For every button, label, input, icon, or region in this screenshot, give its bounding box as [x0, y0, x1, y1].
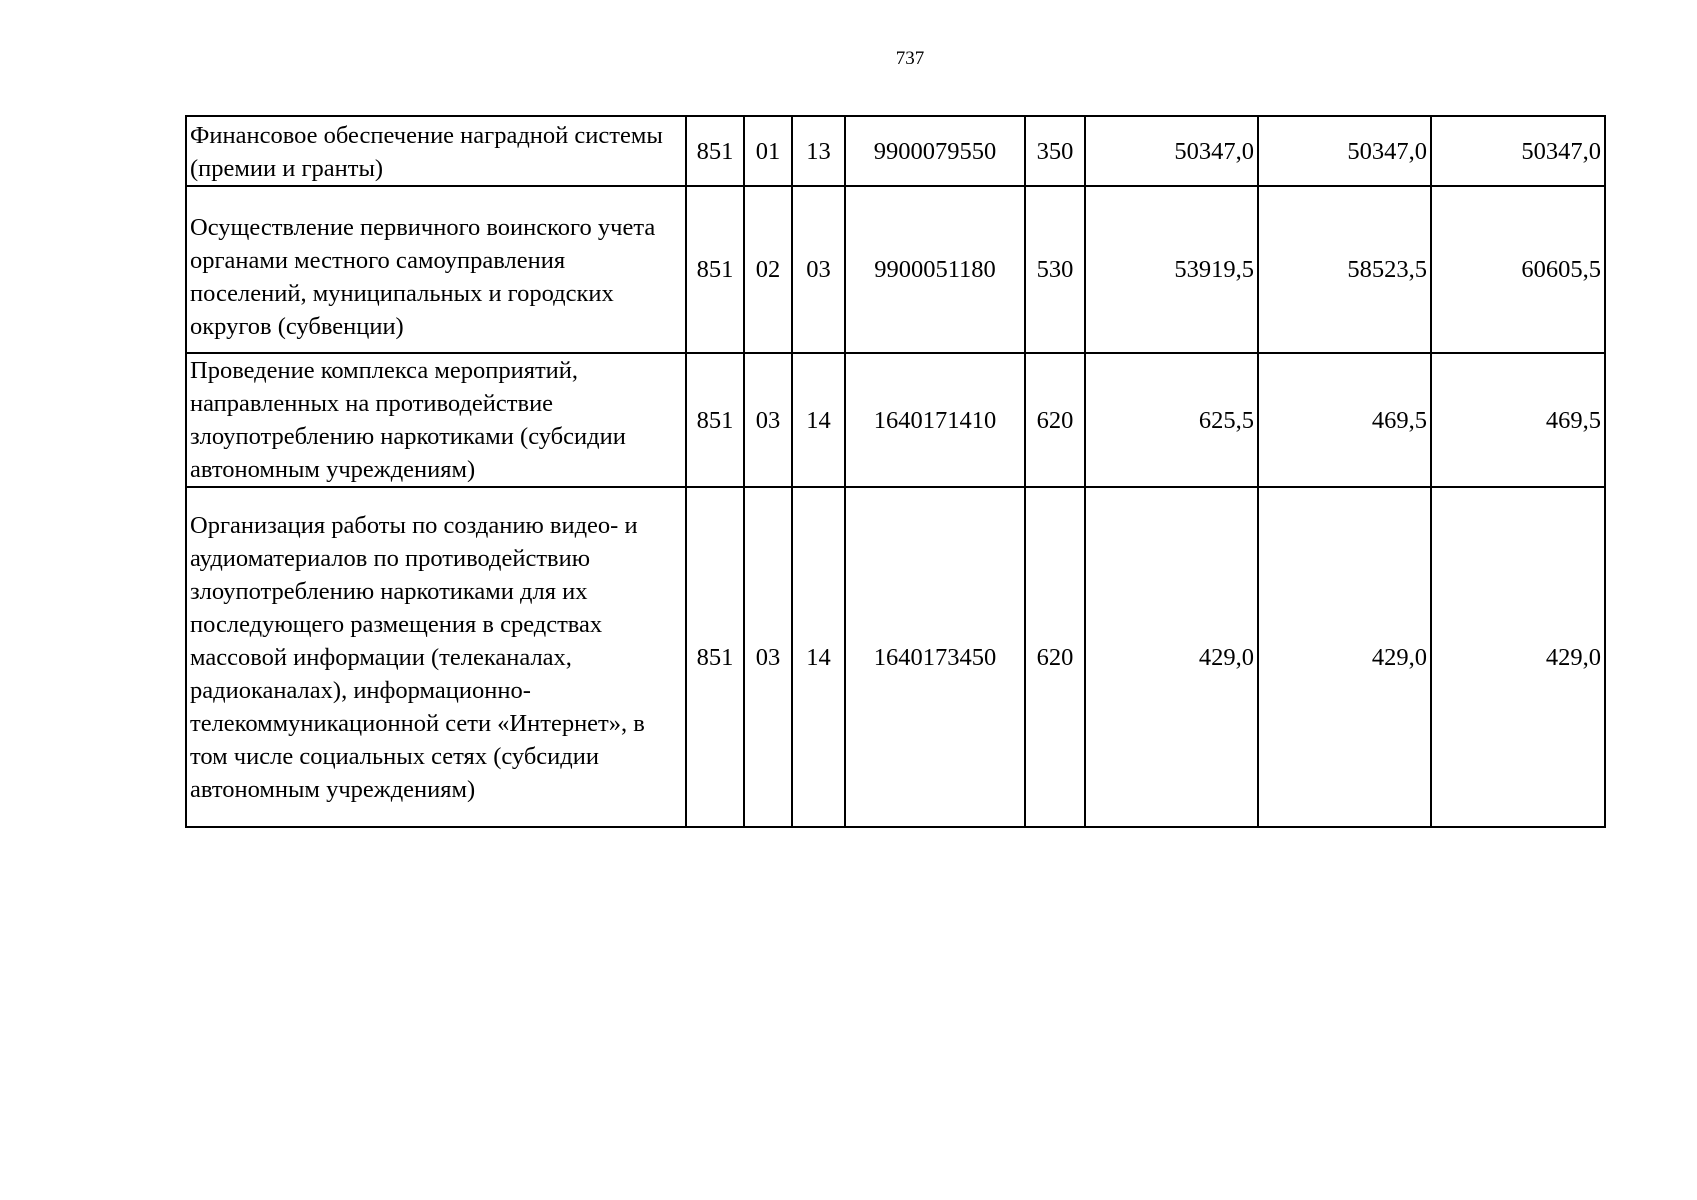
row-description: Финансовое обеспечение наградной системы (премии и гранты)	[186, 116, 686, 186]
amount-year-2: 469,5	[1258, 353, 1431, 487]
target-article-code: 9900051180	[845, 186, 1025, 353]
table-row	[186, 186, 1605, 353]
row-description: Осуществление первичного воинского учета органами местного самоуправления поселений, муниципальных и городских округов (субвенции)	[186, 186, 686, 353]
amount-year-2: 429,0	[1258, 487, 1431, 827]
page-number: 737	[895, 48, 925, 69]
amount-year-3: 50347,0	[1431, 116, 1605, 186]
target-article-code: 1640171410	[845, 353, 1025, 487]
grbs-code: 851	[686, 353, 744, 487]
row-description: Организация работы по созданию видео- и аудиоматериалов по противодействию злоупотреблению наркотиками для их последующего размещения в средствах массовой информации (телеканалах, радиоканалах), информационно-телекоммуникационной сети «Интернет», в том числе социальных сетях (субсидии автономным учреждениям)	[186, 487, 686, 827]
grbs-code: 851	[686, 186, 744, 353]
expense-type-code: 620	[1025, 487, 1085, 827]
amount-year-2: 58523,5	[1258, 186, 1431, 353]
amount-year-1: 625,5	[1085, 353, 1258, 487]
target-article-code: 1640173450	[845, 487, 1025, 827]
budget-table	[185, 115, 1606, 828]
expense-type-code: 530	[1025, 186, 1085, 353]
target-article-code: 9900079550	[845, 116, 1025, 186]
subsection-code: 14	[792, 487, 845, 827]
grbs-code: 851	[686, 487, 744, 827]
subsection-code: 03	[792, 186, 845, 353]
section-code: 01	[744, 116, 792, 186]
section-code: 03	[744, 487, 792, 827]
expense-type-code: 350	[1025, 116, 1085, 186]
row-description: Проведение комплекса мероприятий, направленных на противодействие злоупотреблению наркотиками (субсидии автономным учреждениям)	[186, 353, 686, 487]
amount-year-1: 53919,5	[1085, 186, 1258, 353]
table-row	[186, 353, 1605, 487]
section-code: 02	[744, 186, 792, 353]
expense-type-code: 620	[1025, 353, 1085, 487]
subsection-code: 14	[792, 353, 845, 487]
section-code: 03	[744, 353, 792, 487]
amount-year-3: 429,0	[1431, 487, 1605, 827]
table-row	[186, 487, 1605, 827]
amount-year-1: 429,0	[1085, 487, 1258, 827]
subsection-code: 13	[792, 116, 845, 186]
table-row	[186, 116, 1605, 186]
amount-year-3: 469,5	[1431, 353, 1605, 487]
amount-year-1: 50347,0	[1085, 116, 1258, 186]
amount-year-3: 60605,5	[1431, 186, 1605, 353]
grbs-code: 851	[686, 116, 744, 186]
amount-year-2: 50347,0	[1258, 116, 1431, 186]
